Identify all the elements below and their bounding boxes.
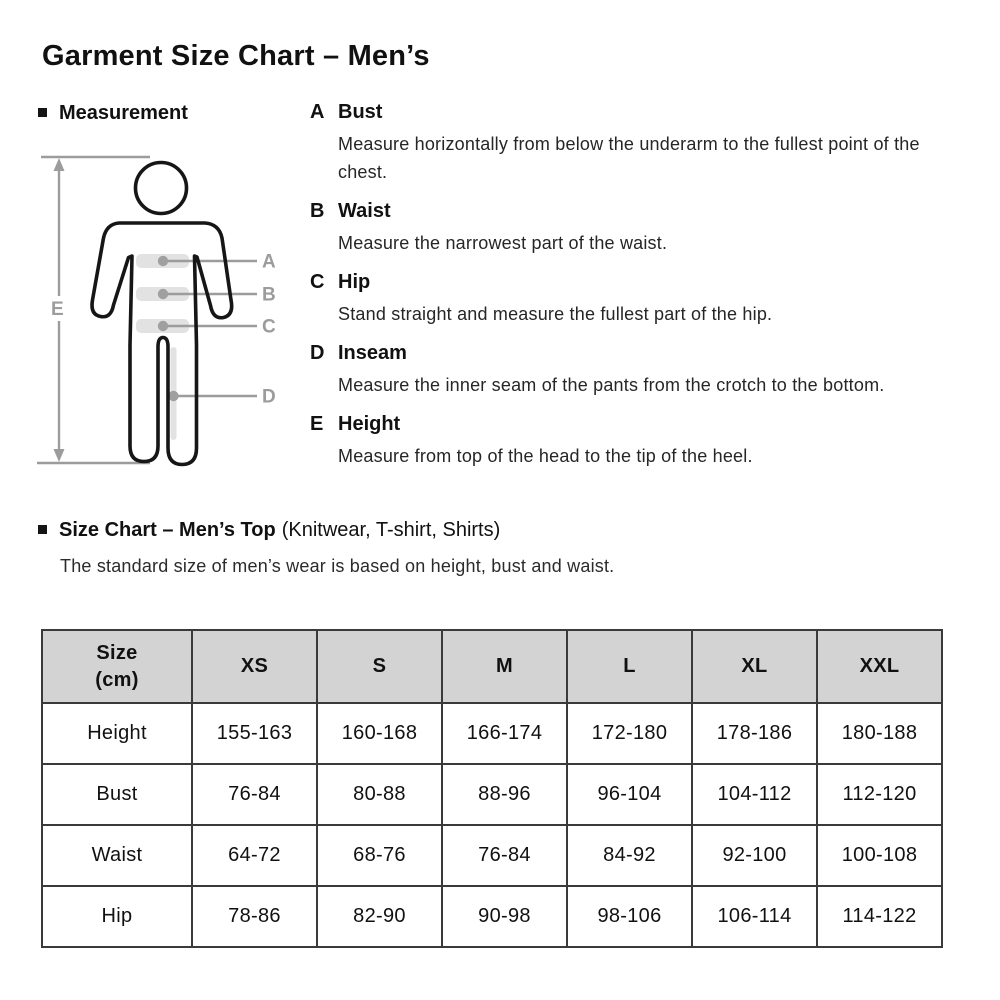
row-label: Bust xyxy=(42,764,192,825)
measurement-heading-label: Measurement xyxy=(59,102,188,124)
corner-header-cell xyxy=(42,630,192,703)
table-cell: 68-76 xyxy=(317,825,442,886)
table-row-height xyxy=(42,703,942,764)
table-cell: 80-88 xyxy=(317,764,442,825)
size-column-header-m: M xyxy=(442,630,567,703)
table-cell: 92-100 xyxy=(692,825,817,886)
table-cell: 88-96 xyxy=(442,764,567,825)
definition-item-inseam xyxy=(310,342,965,399)
definition-item-waist xyxy=(310,200,965,257)
table-cell: 98-106 xyxy=(567,886,692,947)
table-cell: 178-186 xyxy=(692,703,817,764)
square-bullet-icon xyxy=(38,108,47,117)
table-cell: 90-98 xyxy=(442,886,567,947)
table-cell: 64-72 xyxy=(192,825,317,886)
hip-dot xyxy=(158,321,168,331)
hip-label: C xyxy=(262,316,276,338)
table-row-waist xyxy=(42,825,942,886)
definition-term: Inseam xyxy=(338,342,407,364)
table-cell: 76-84 xyxy=(442,825,567,886)
definition-letter: E xyxy=(310,413,324,435)
bust-dot xyxy=(158,256,168,266)
size-chart-subtitle: The standard size of men’s wear is based on height, bust and waist. xyxy=(60,556,615,576)
table-row-hip xyxy=(42,886,942,947)
table-cell: 78-86 xyxy=(192,886,317,947)
definition-letter: C xyxy=(310,271,325,293)
table-cell: 114-122 xyxy=(817,886,942,947)
bust-label: A xyxy=(262,251,276,273)
size-table xyxy=(41,629,943,948)
table-cell: 84-92 xyxy=(567,825,692,886)
definition-description: Stand straight and measure the fullest part of the hip. xyxy=(338,304,773,324)
arrow-up-icon xyxy=(54,158,65,171)
definition-item-hip xyxy=(310,271,965,328)
table-cell: 96-104 xyxy=(567,764,692,825)
table-header-row xyxy=(42,630,942,703)
table-cell: 172-180 xyxy=(567,703,692,764)
row-label: Waist xyxy=(42,825,192,886)
measurement-definitions xyxy=(310,101,965,470)
inseam-dot xyxy=(168,391,178,401)
corner-label-line1: Size xyxy=(96,641,138,664)
size-column-header-l: L xyxy=(567,630,692,703)
size-column-header-xxl: XXL xyxy=(817,630,942,703)
table-cell: 155-163 xyxy=(192,703,317,764)
page-title: Garment Size Chart – Men’s xyxy=(42,40,430,72)
square-bullet-icon xyxy=(38,525,47,534)
definition-letter: A xyxy=(310,101,325,123)
definition-term: Height xyxy=(338,413,401,435)
table-cell: 100-108 xyxy=(817,825,942,886)
table-cell: 82-90 xyxy=(317,886,442,947)
definition-item-bust xyxy=(310,101,965,186)
row-label: Height xyxy=(42,703,192,764)
body-measurement-diagram xyxy=(30,135,292,490)
height-label: E xyxy=(51,299,64,320)
waist-dot xyxy=(158,289,168,299)
table-cell: 112-120 xyxy=(817,764,942,825)
size-chart-heading-label: Size Chart – Men’s Top xyxy=(59,519,276,541)
corner-label-line2: (cm) xyxy=(95,668,139,691)
definition-letter: B xyxy=(310,200,325,222)
size-column-header-xl: XL xyxy=(692,630,817,703)
size-column-header-xs: XS xyxy=(192,630,317,703)
definition-term: Hip xyxy=(338,271,371,293)
table-cell: 180-188 xyxy=(817,703,942,764)
table-row-bust xyxy=(42,764,942,825)
inseam-label: D xyxy=(262,386,276,408)
measurement-section-heading xyxy=(38,102,188,125)
definition-description: Measure from top of the head to the tip of the heel. xyxy=(338,446,753,466)
definition-letter: D xyxy=(310,342,325,364)
table-cell: 76-84 xyxy=(192,764,317,825)
table-cell: 166-174 xyxy=(442,703,567,764)
definition-item-height xyxy=(310,413,965,470)
size-chart-heading-suffix: (Knitwear, T-shirt, Shirts) xyxy=(281,519,501,541)
definition-description: Measure the inner seam of the pants from the crotch to the bottom. xyxy=(338,375,885,395)
definition-term: Bust xyxy=(338,101,383,123)
table-cell: 160-168 xyxy=(317,703,442,764)
size-column-header-s: S xyxy=(317,630,442,703)
size-chart-section-heading xyxy=(38,519,500,542)
row-label: Hip xyxy=(42,886,192,947)
table-cell: 104-112 xyxy=(692,764,817,825)
figure-head xyxy=(136,163,187,214)
definition-term: Waist xyxy=(338,200,391,222)
arrow-down-icon xyxy=(54,449,65,462)
measurement-bands xyxy=(136,254,189,440)
table-cell: 106-114 xyxy=(692,886,817,947)
waist-label: B xyxy=(262,284,276,306)
definition-description: Measure the narrowest part of the waist. xyxy=(338,233,668,253)
definition-description: Measure horizontally from below the underarm to the fullest point of the chest. xyxy=(338,134,920,182)
